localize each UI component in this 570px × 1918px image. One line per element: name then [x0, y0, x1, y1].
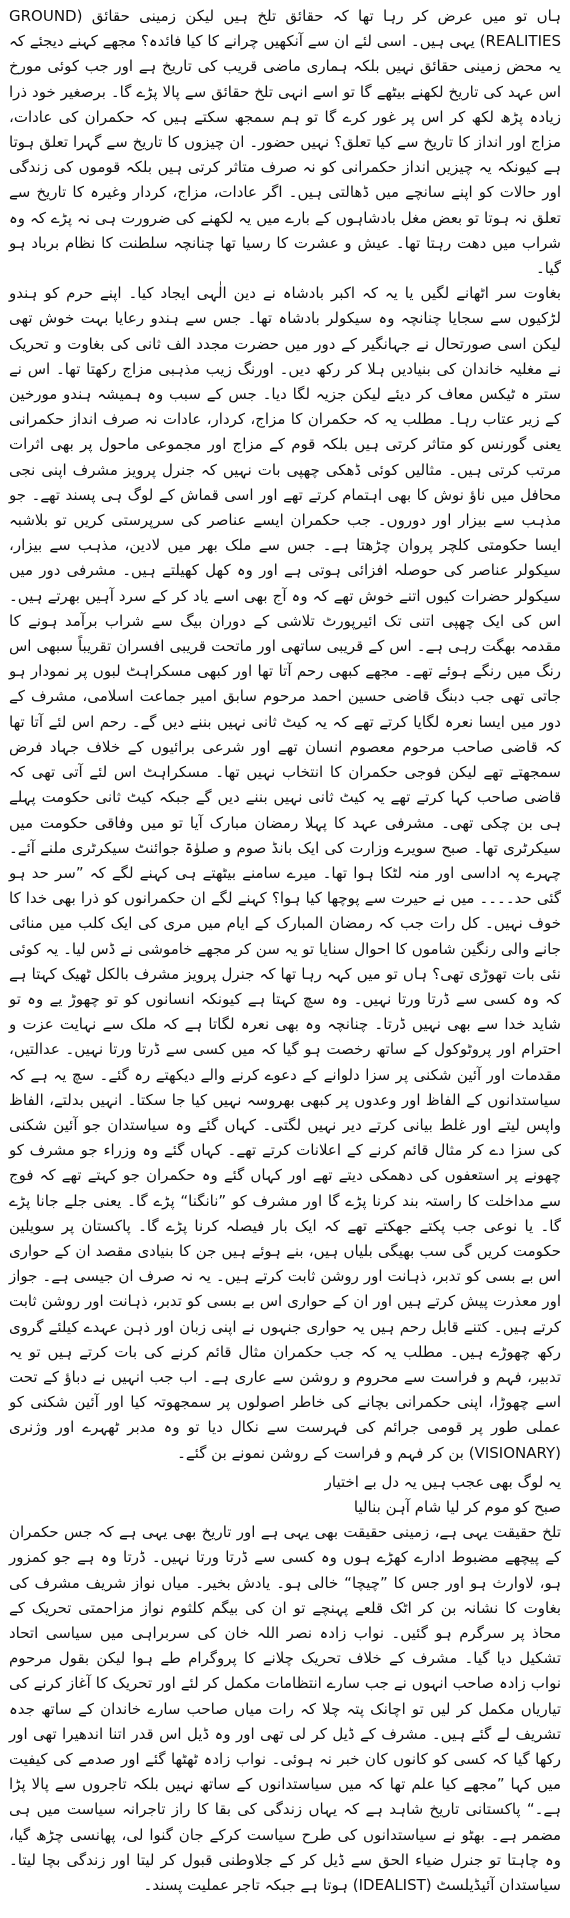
article-paragraph-1: ہاں تو میں عرض کر رہا تھا کہ حقائق تلخ ہیں لیکن زمینی حقائق (GROUND REALITIES) یہی ہیں۔ اسی لئے ان سے آنکھیں چرانے کا کیا فائدہ؟ مجھے کہنے دیجئے کہ یہ محض زمینی حقائق نہیں بلکہ ہماری ماضی قریب کی تاریخ ہے اور جب کوئی مورخ اس عہد کی تاریخ لکھنے بیٹھے گا تو اسے انہی تلخ حقائق سے پالا پڑے گا۔ برصغیر خود ذرا زیادہ پڑھ لکھ کر اس پر غور کرے گا تو ہم سمجھ سکتے ہیں کہ حکمران کی عادات، مزاج اور انداز کا تاریخ سے کیا تعلق؟ نہیں حضور۔ ان چیزوں کا تاریخ سے گہرا تعلق ہوتا ہے کیونکہ یہ چیزیں انداز حکمرانی کو نہ صرف متاثر کرتی ہیں بلکہ قوموں کی زندگی اور حالات کو اپنے سانچے میں ڈھالتی ہیں۔ اگر عادات، مزاج، کردار وغیرہ کا تاریخ سے تعلق نہ ہوتا تو بعض مغل بادشاہوں کے بارے میں یہ لکھنے کی ضرورت ہی نہ پڑے کہ وہ شراب میں دھت رہتا تھا۔ عیش و عشرت کا رسیا تھا چنانچہ سلطنت کا نظام برباد ہو گیا۔ [9, 7, 561, 278]
poem-line-2: صبح کو موم کر لیا شام آہن بنالیا [353, 1497, 561, 1516]
poem-line-1: یہ لوگ بھی عجب ہیں یہ دل بے اختیار [324, 1472, 561, 1491]
article-paragraph-3: تلخ حقیقت یہی ہے، زمینی حقیقت بھی یہی ہے اور تاریخ بھی یہی ہے کہ جس حکمران کے پیچھے مضبوط ادارے کھڑے ہوں وہ کسی سے ڈرتا ورتا نہیں۔ ڈرتا وہ ہے جو کمزور ہو، لاوارث ہو اور جس کا ”چیچا“ خالی ہو۔ یادش بخیر۔ میاں نواز شریف مشرف کی بغاوت کا نشانہ بن کر اٹک قلعے پہنچے تو ان کی بیگم کلثوم نواز مزاحمتی تحریک کے محاذ پر سرگرم ہو گئیں۔ نواب زادہ نصر اللہ خان کی سربراہی میں سیاسی اتحاد تشکیل دیا گیا۔ مشرف کے خلاف تحریک چلانے کا پروگرام طے ہوا لیکن بقول مرحوم نواب زادہ صاحب انہوں نے جب سارے انتظامات مکمل کر لئے اور تحریک کا آغاز کرنے کی تیاریاں مکمل کر لیں تو اچانک پتہ چلا کہ رات میاں صاحب سارے خاندان کے ساتھ جدہ تشریف لے گئے ہیں۔ مشرف کے ڈیل کر لی تھی اور وہ ڈیل اس قدر اتنا اندھیرا تھی اور رکھا گیا کہ کسی کو کانوں کان خبر نہ ہوئی۔ نواب زادہ ٹھٹھا گئے اور صدمے کی کیفیت میں کہا ”مجھے کیا علم تھا کہ میں سیاستدانوں کے ساتھ نہیں بلکہ تاجروں سے پالا پڑا ہے۔“ پاکستانی تاریخ شاہد ہے کہ یہاں زندگی کی بقا کا راز تاجرانہ سیاست میں ہی مضمر ہے۔ بھٹو نے سیاستدانوں کی طرح سیاست کرکے جان گنوا لی، پھانسی چڑھ گیا، وہ چاہتا تو جنرل ضیاء الحق سے ڈیل کر کے جلاوطنی قبول کر لیتا اور زندگی بچا لیتا۔ سیاستدان آئیڈیلسٹ (IDEALIST) ہوتا ہے جبکہ تاجر عملیت پسند۔ [9, 1523, 561, 1895]
poem-couplet [9, 1470, 561, 1520]
article-paragraph-2: بغاوت سر اٹھانے لگیں یا یہ کہ اکبر بادشاہ نے دین الٰہی ایجاد کیا۔ اپنے حرم کو ہندو لڑکیوں سے سجایا چنانچہ وہ سیکولر بادشاہ تھا۔ جس سے ہندو رعایا بہت خوش تھی لیکن اسی صورتحال نے جہانگیر کے دور میں حضرت مجدد الف ثانی کی بغاوت و تحریک نے مغلیہ خاندان کی بنیادیں ہلا کر رکھ دیں۔ اورنگ زیب مذہبی مزاج رکھتا تھا۔ اس نے ستر ہ ٹیکس معاف کر دیئے لیکن جزیہ لگا دیا۔ جس کے سبب وہ ہمیشہ ہندو مورخین کے زیر عتاب رہا۔ مطلب یہ کہ حکمران کا مزاج، کردار، عادات نہ صرف انداز حکمرانی یعنی گورنس کو متاثر کرتی ہیں بلکہ قوم کے مزاج اور مجموعی ماحول پر بھی اثرات مرتب کرتی ہیں۔ مثالیں کوئی ڈھکی چھپی بات نہیں کہ جنرل پرویز مشرف اپنی نجی محافل میں ناؤ نوش کا بھی اہتمام کرتے تھے اور اسی قماش کے لوگ ہی پسند تھے۔ جو مذہب سے بیزار اور دوروں۔ جب حکمران ایسے عناصر کی سرپرستی کریں تو بلاشبہ ایسا حکومتی کلچر پروان چڑھتا ہے۔ جس سے ملک بھر میں لادین، مذہب سے بیزار، سیکولر عناصر کی حوصلہ افزائی ہوتی ہے اور وہ کھل کھیلتے ہیں۔ مشرفی دور میں سیکولر حضرات کیوں اتنے خوش تھے کہ وہ آج بھی اسے یاد کر کے سرد آہیں بھرتے ہیں۔ اس کی ایک چھپی اتنی تک ائیرپورٹ تلاشی کے دوران بیگ سے شراب برآمد ہونے کا مقدمہ بھگت رہی ہے۔ اس کے قریبی ساتھی اور ماتحت قریبی افسران تقریباً سبھی اس رنگ میں رنگے ہوئے تھے۔ مجھے کبھی رحم آتا تھا اور کبھی مسکراہٹ لبوں پر نمودار ہو جاتی تھی جب دبنگ قاضی حسین احمد مرحوم سابق امیر جماعت اسلامی، مشرف کے دور میں ایسا نعرہ لگایا کرتے تھے کہ یہ کیٹ ثانی نہیں بننے دیں گے۔ رحم اس لئے آتا تھا کہ قاضی صاحب مرحوم معصوم انسان تھے اور شرعی برائیوں کے خلاف جہاد فرض سمجھتے تھے لیکن فوجی حکمران کا انتخاب نہیں تھا۔ مسکراہٹ اس لئے آتی تھی کہ قاضی صاحب کہا کرتے تھے یہ کیٹ ثانی نہیں بننے دیں گے جبکہ کیٹ ثانی حکومت پہلے ہی بن چکی تھی۔ مشرفی عہد کا پہلا رمضان مبارک آیا تو میں وفاقی حکومت میں سیکرٹری تھا۔ صبح سویرے وزارت کی ایک بانڈ صوم و صلوٰۃ جوائنٹ سیکرٹری ملنے آئے۔ چہرے پہ اداسی اور منہ لٹکا ہوا تھا۔ میرے سامنے بیٹھتے ہی کہنے لگے کہ ”سر حد ہو گئی حد۔۔۔۔ میں نے حیرت سے پوچھا کیا ہوا؟ کہنے لگے ان حکمرانوں کو ذرا بھی خدا کا خوف نہیں۔ کل رات جب کہ رمضان المبارک کے ایام میں مری کی ایک کلب میں منائی جانے والی رنگین شاموں کا احوال سنایا تو یہ سن کر مجھے خاموشی نے ڈس لیا۔ یہ کوئی نئی بات تھوڑی تھی؟ ہاں تو میں کہہ رہا تھا کہ جنرل پرویز مشرف بالکل ٹھیک کہتا ہے کہ وہ کسی سے ڈرتا ورتا نہیں۔ وہ سچ کہتا ہے کیونکہ انسانوں کو تو چھوڑ یے وہ تو شاید خدا سے بھی نہیں ڈرتا۔ چنانچہ وہ بھی نعرہ لگاتا ہے کہ ملک سے نہایت عزت و احترام اور پروٹوکول کے ساتھ رخصت ہو گیا کہ میں کسی سے ڈرتا ورتا نہیں۔ عدالتیں، مقدمات اور آئین شکنی پر سزا دلوانے کے دعوے کرنے والے دیکھتے رہ گئے۔ سچ یہ ہے کہ سیاستدانوں کے الفاظ اور وعدوں پر کبھی بھروسہ نہیں کیا جا سکتا۔ انہیں بدلتے، الفاظ واپس لیتے اور غلط بیانی کرتے دیر نہیں لگتی۔ کہاں گئے وہ سیاستدان جو آئین شکنی کی سزا دے کر مثال قائم کرنے کے اعلانات کرتے تھے۔ کہاں گئے وہ وزراء جو مشرف کو چھونے پر استعفوں کی دھمکی دیتے تھے اور کہاں گئے وہ حکمران جو کہتے تھے کہ فوج سے مداخلت کا راستہ بند کرنا پڑے گا اور مشرف کو ”نانگنا“ پڑے گا۔ یعنی جلے جانا پڑے گا۔ یا نوعی جب پکتے جھکتے تھے کہ ایک بار فیصلہ کرنا پڑے گا۔ پاکستان پر سویلین حکومت کریں گی سب بھیگی بلیاں ہیں، بنے ہوئے ہیں جن کا بنیادی مقصد ان کے حواری اس بے بسی کو تدبر، ذہانت اور روشن ثابت کرتے ہیں۔ یہ نہ صرف ان جیسی ہے۔ جواز اور معذرت پیش کرتے ہیں اور ان کے حواری اس بے بسی کو تدبر، ذہانت اور روشن ثابت کرتے ہیں۔ کتنے قابل رحم ہیں یہ حواری جنہوں نے اپنی زبان اور ذہن عہدے کیلئے گروی رکھ چھوڑے ہیں۔ مطلب یہ کہ جب حکمران مثال قائم کرنے کی بات کرتے ہیں تو یہ تدبیر، فہم و فراست سے محروم و روشن سے عاری ہے۔ اب جب انہیں نے دباؤ کے تحت اسے چھوڑا، اپنی حکمرانی بچانے کی خاطر اصولوں پر سمجھوتہ کیا اور آئین شکنی کو عملی طور پر قومی جرائم کی فہرست سے نکال دیا تو وہ مدبر ٹھہرے اور وژنری (VISIONARY) بن کر فہم و فراست کے روشن نمونے بن گئے۔ [9, 284, 562, 1462]
